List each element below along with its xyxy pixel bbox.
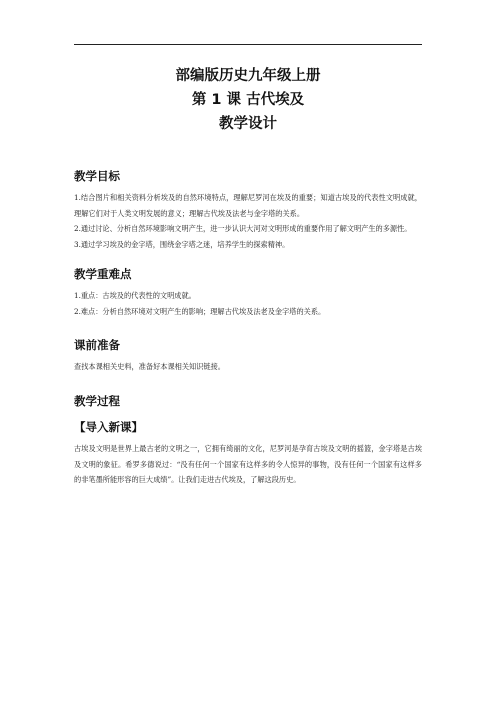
paragraph: 1.重点：古埃及的代表性的文明成就。 xyxy=(74,291,196,301)
section-key-points xyxy=(74,266,422,319)
paragraph: 古埃及文明是世界上最古老的文明之一，它拥有绮丽的文化，尼罗河是孕育古埃及文明的摇篮，金字塔是古埃及文明的象征。希罗多德说过：“没有任何一个国家有这样多的令人惊异的事物，没有任何一个国家有这样多的非笔墨所能形容的巨大成绩”。让我们走进古代埃及，了解这段历史。 xyxy=(74,444,422,485)
section-preparation xyxy=(74,337,422,375)
section-heading: 教学目标 xyxy=(74,169,120,183)
section-teaching-process xyxy=(74,393,422,488)
paragraph: 2.通过讨论、分析自然环境影响文明产生，进一步认识大河对文明形成的重要作用了解文明产生的多源性。 xyxy=(74,224,412,234)
document-subtitle: 教学设计 xyxy=(219,116,277,132)
paragraph: 查找本课相关史料，准备好本课相关知识链接。 xyxy=(74,361,225,371)
document-title: 部编版历史九年级上册 xyxy=(175,68,321,84)
lesson-title: 第 1 课 古代埃及 xyxy=(191,92,305,108)
section-heading: 教学重难点 xyxy=(74,267,132,282)
document-title-block xyxy=(74,64,422,136)
header-rule xyxy=(74,44,422,45)
subsection-heading: 【导入新课】 xyxy=(74,420,143,435)
paragraph: 1.结合图片和相关资料分析埃及的自然环境特点，理解尼罗河在埃及的重要；知道古埃及的代表性文明成就，理解它们对于人类文明发展的意义；理解古代埃及法老与金字塔的关系。 xyxy=(74,193,422,218)
section-heading: 教学过程 xyxy=(74,394,120,409)
document-body xyxy=(74,168,422,488)
paragraph: 3.通过学习埃及的金字塔，围绕金字塔之迷，培养学生的探索精神。 xyxy=(74,239,290,249)
section-heading: 课前准备 xyxy=(74,337,120,352)
section-teaching-goals xyxy=(74,168,422,252)
paragraph: 2.难点：分析自然环境对文明产生的影响；理解古代埃及法老及金字塔的关系。 xyxy=(74,306,326,316)
